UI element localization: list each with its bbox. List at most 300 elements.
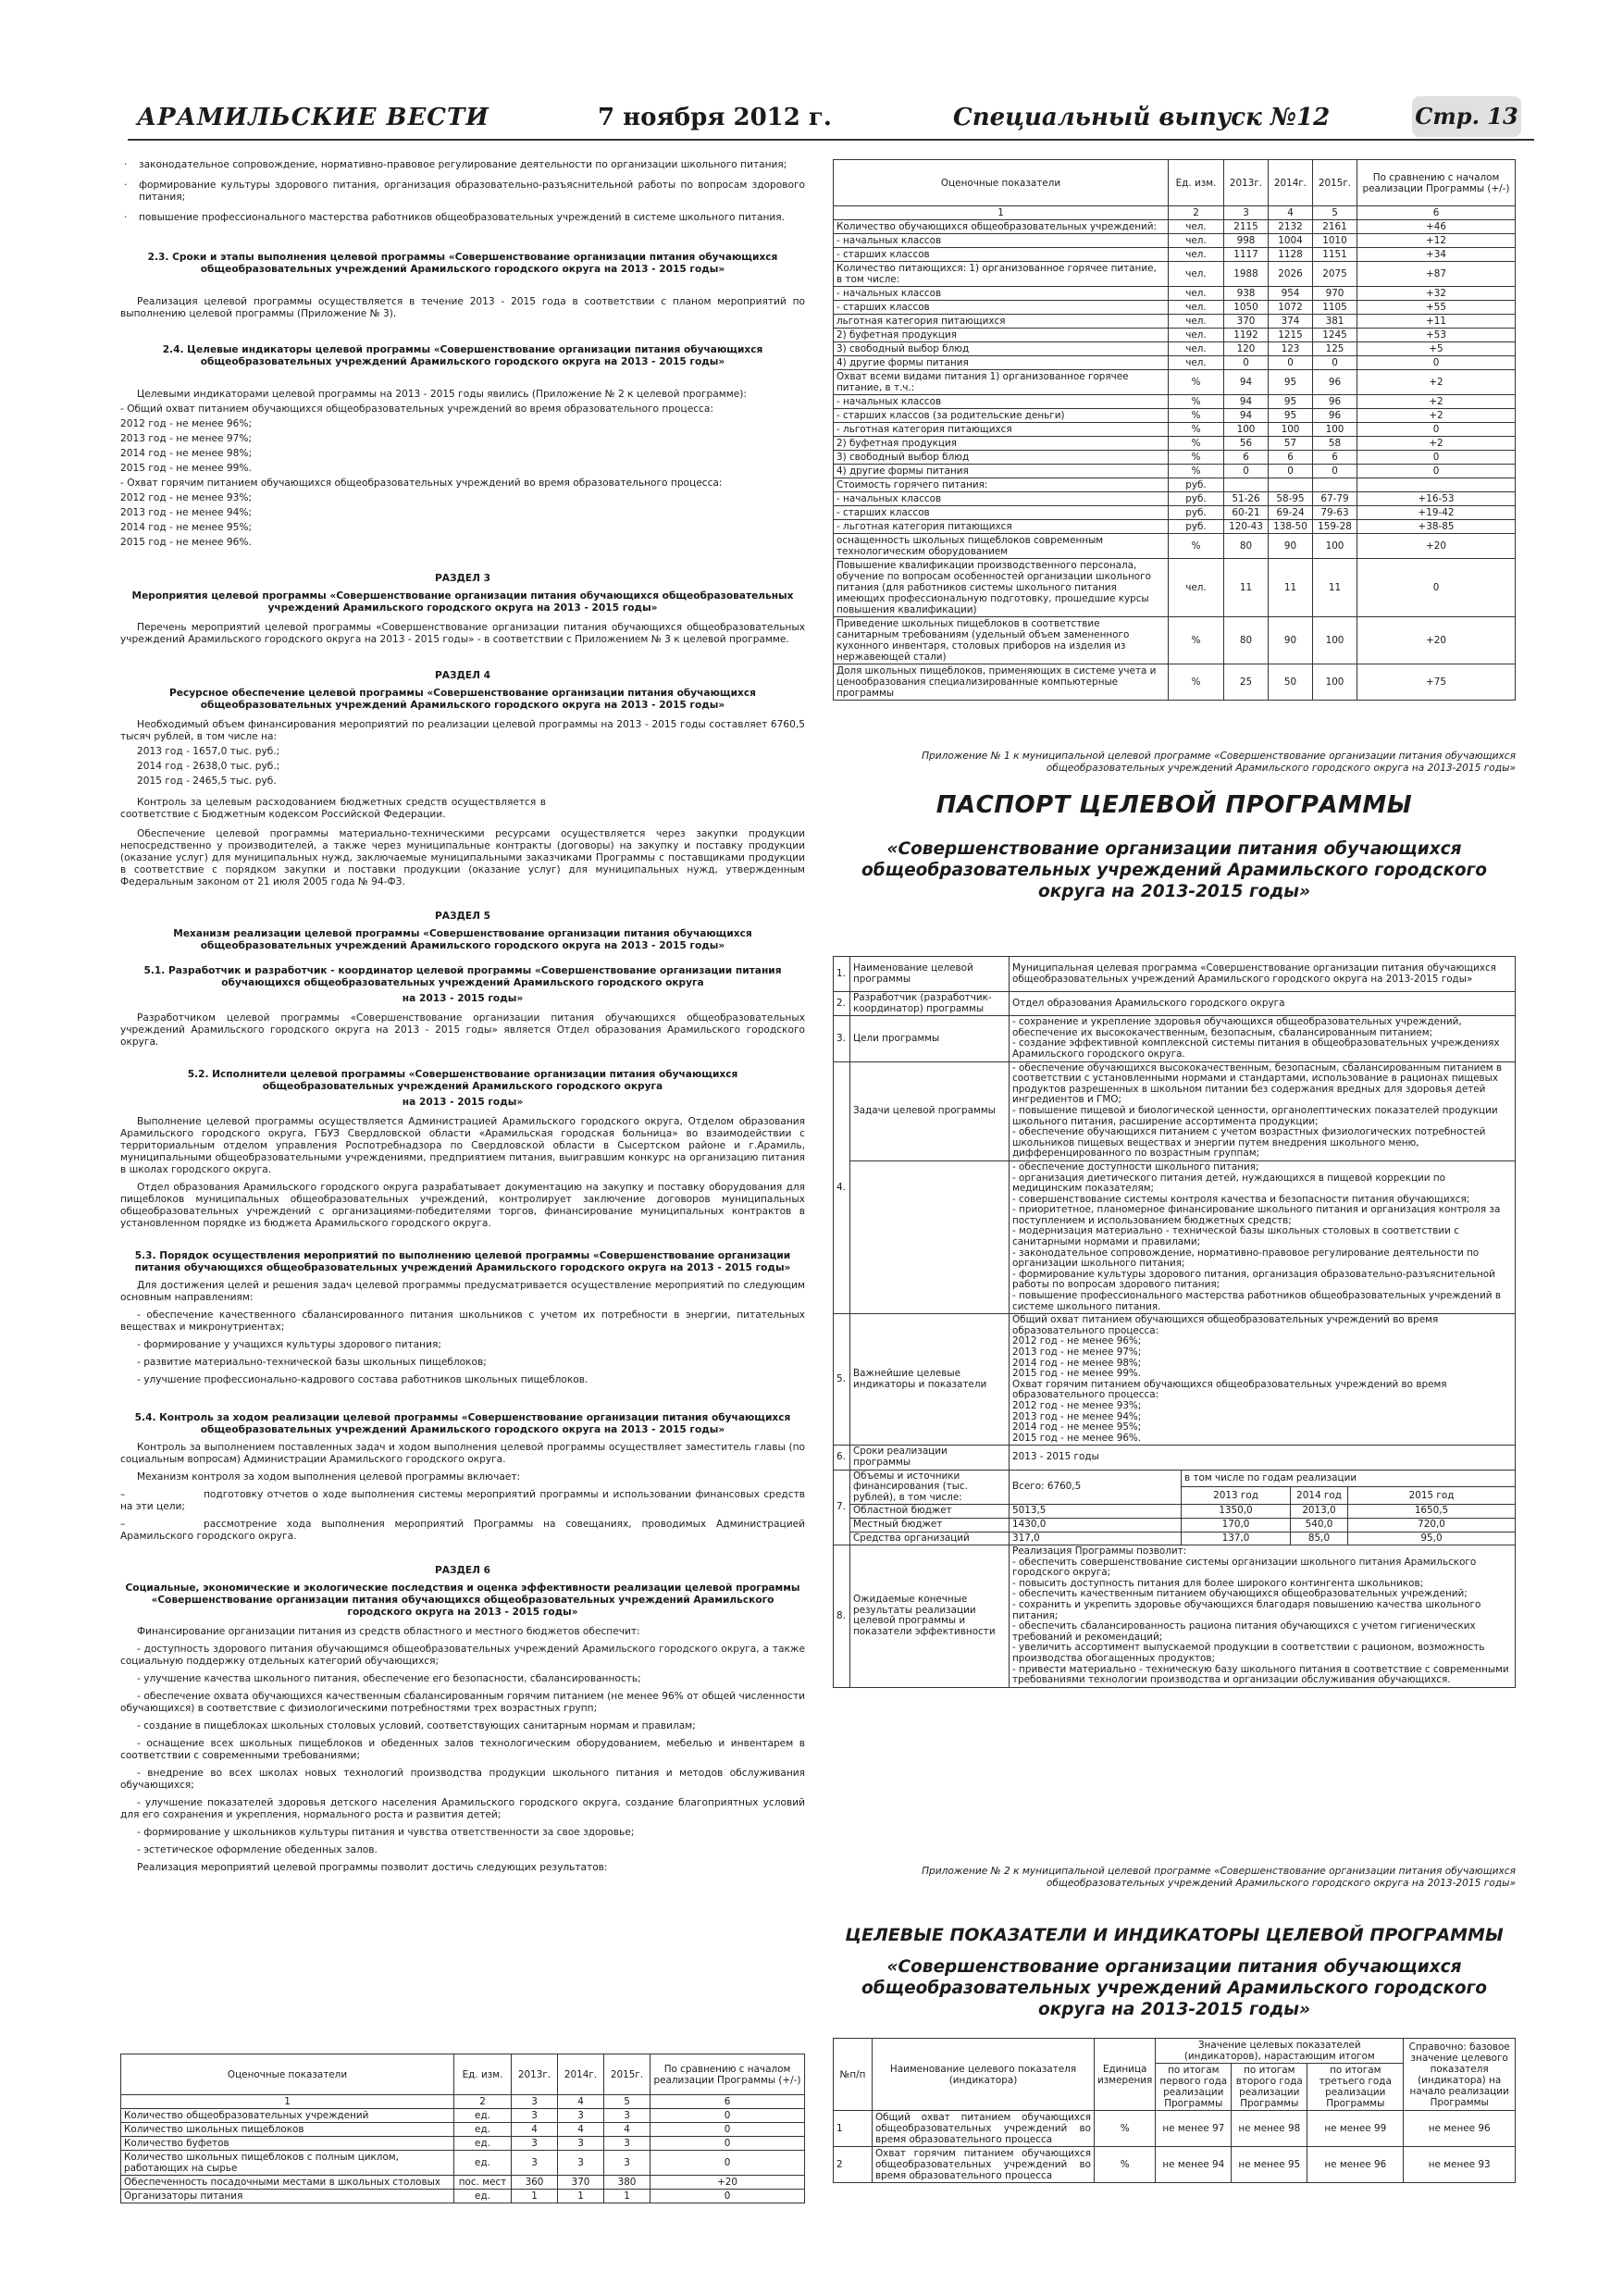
indicator-line: 2014 год - не менее 95%;	[120, 522, 253, 533]
table-row	[834, 423, 1516, 437]
col-header: 2014г.	[558, 2054, 604, 2095]
passport-row	[834, 1061, 1516, 1160]
row-number: 1.	[834, 957, 850, 992]
col-number: 5	[604, 2095, 650, 2109]
table-cell: 25	[1224, 664, 1269, 701]
table-cell: 80	[1224, 617, 1269, 664]
result-item: - обеспечить качественным питанием обучающихся общеобразовательных учреждений;	[1012, 1588, 1468, 1600]
result-item: - увеличить ассортимент выпускаемой продукции в соответствии с рационом, возможность производства обогащенных продуктов;	[1012, 1642, 1485, 1665]
table-cell: +5	[1357, 342, 1516, 356]
table-cell: 1072	[1269, 301, 1313, 315]
section-3-title: Мероприятия целевой программы «Совершенствование организации питания обучающихся общеобразовательных учреждений Арамильского городского округа на 2013 - 2015 годы»	[131, 590, 794, 614]
goal-item: - создание эффективной комплексной системы питания в общеобразовательных учреждениях Арамильского городского округа.	[1012, 1037, 1500, 1060]
section-5-4-mech: Механизм контроля за ходом выполнения целевой программы включает:	[137, 1471, 521, 1483]
section-5-4-text: Контроль за выполнением поставленных задач и ходом выполнения целевой программы осуществляет заместитель главы (по социальным вопросам) Администрации Арамильского городского округа.	[120, 1442, 805, 1465]
funding-line: 2013 год - 1657,0 тыс. руб.;	[137, 746, 280, 757]
table-cell: 0	[1357, 559, 1516, 617]
table-cell: льготная категория питающихся	[834, 315, 1169, 329]
table-cell: 1010	[1313, 234, 1357, 248]
row-label: Сроки реализации программы	[850, 1446, 1010, 1470]
table-cell: +53	[1357, 329, 1516, 342]
row-number: 2.	[834, 992, 850, 1016]
table-cell: 1	[834, 2111, 873, 2147]
table-cell: 96	[1313, 370, 1357, 395]
table-cell: +19-42	[1357, 506, 1516, 520]
table-cell: 138-50	[1269, 520, 1313, 534]
col-header: №п/п	[834, 2039, 873, 2111]
table-cell: %	[1169, 409, 1224, 423]
result-item: - создание в пищеблоках школьных столовых условий, соответствующих санитарным нормам и правилам;	[137, 1720, 696, 1731]
table-cell	[1224, 478, 1269, 492]
table-cell: 0	[1224, 356, 1269, 370]
table-cell: не менее 96	[1404, 2111, 1516, 2147]
indicator-item: 2015 год - не менее 96%.	[1012, 1432, 1142, 1444]
funding-source: Областной бюджет	[850, 1505, 1010, 1519]
table-row	[834, 465, 1516, 478]
table-header-row	[834, 2039, 1516, 2064]
section-5-1-title: 5.1. Разработчик и разработчик - координатор целевой программы «Совершенствование организации питания обучающихся общеобразовательных учреждений Арамильского городского округа	[143, 965, 782, 988]
table-cell: 67-79	[1313, 492, 1357, 506]
section-6-outro: Реализация мероприятий целевой программы позволит достичь следующих результатов:	[137, 1862, 608, 1873]
table-cell: 0	[1224, 465, 1269, 478]
table-cell: - начальных классов	[834, 234, 1169, 248]
indicator-item: 2013 год - не менее 94%;	[1012, 1410, 1142, 1422]
col-number: 6	[1357, 206, 1516, 220]
funding-year: 1350,0	[1182, 1505, 1291, 1519]
table-cell: %	[1169, 423, 1224, 437]
section-5-2-years: на 2013 - 2015 годы»	[402, 1097, 524, 1108]
table-cell: 4	[558, 2123, 604, 2137]
table-cell: - начальных классов	[834, 287, 1169, 301]
table-cell: 0	[1313, 465, 1357, 478]
row-label: Разработчик (разработчик-координатор) программы	[850, 992, 1010, 1016]
table-cell: +32	[1357, 287, 1516, 301]
table-cell: 1988	[1224, 262, 1269, 287]
table-cell: - старших классов	[834, 248, 1169, 262]
funding-year: 1650,5	[1348, 1505, 1516, 1519]
table-cell: 100	[1313, 617, 1357, 664]
result-item: - оснащение всех школьных пищеблоков и обеденных залов технологическим оборудованием, мебелью и инвентарем в соответствии с современными требованиями;	[120, 1738, 805, 1761]
table-cell: не менее 96	[1307, 2147, 1404, 2183]
table-cell: не менее 94	[1156, 2147, 1232, 2183]
table-cell: - старших классов	[834, 506, 1169, 520]
section-5-2-title: 5.2. Исполнители целевой программы «Совершенствование организации питания обучающихся общеобразовательных учреждений Арамильского городского округа	[187, 1069, 738, 1092]
table-cell: 0	[1357, 451, 1516, 465]
table-cell: - начальных классов	[834, 395, 1169, 409]
table-cell: 79-63	[1313, 506, 1357, 520]
table-cell: 3	[604, 2109, 650, 2123]
row-number: 5.	[834, 1314, 850, 1446]
table-row	[834, 617, 1516, 664]
table-cell: Количество школьных пищеблоков	[121, 2123, 454, 2137]
table-cell: 0	[650, 2151, 805, 2176]
funding-total: 1430,0	[1010, 1518, 1182, 1532]
table-cell: 4	[604, 2123, 650, 2137]
passport-row	[834, 1470, 1516, 1487]
section-5-heading: РАЗДЕЛ 5	[434, 911, 491, 922]
table-cell: 370	[1224, 315, 1269, 329]
table-cell: Количество обучающихся общеобразовательных учреждений:	[834, 220, 1169, 234]
table-cell: 69-24	[1269, 506, 1313, 520]
table-cell: не менее 93	[1404, 2147, 1516, 2183]
direction-item: - улучшение профессионально-кадрового состава работников школьных пищеблоков.	[137, 1374, 588, 1385]
issue-date: 7 ноября 2012 г.	[598, 104, 832, 131]
table-cell: чел.	[1169, 301, 1224, 315]
table-cell: 0	[1357, 423, 1516, 437]
indicator-line: 2015 год - не менее 96%.	[120, 537, 252, 548]
row-value	[1010, 1016, 1516, 1061]
col-header: По сравнению с началом реализации Программы (+/-)	[1357, 160, 1516, 206]
table-cell: 1215	[1269, 329, 1313, 342]
result-item: - обеспечить совершенствование системы организации школьного питания Арамильского городского округа;	[1012, 1556, 1477, 1579]
section-4-heading: РАЗДЕЛ 4	[434, 670, 491, 681]
col-header: 2013г.	[1224, 160, 1269, 206]
table-cell: Количество школьных пищеблоков с полным циклом, работающих на сырье	[121, 2151, 454, 2176]
row-number: 8.	[834, 1545, 850, 1688]
table-cell: 1245	[1313, 329, 1357, 342]
table-row	[834, 356, 1516, 370]
result-item: - улучшение показателей здоровья детского населения Арамильского городского округа, создание благоприятных условий для его сохранения и укрепления, нормального роста и развития детей;	[120, 1797, 805, 1820]
table-cell: +12	[1357, 234, 1516, 248]
table-cell: 1	[558, 2190, 604, 2203]
table-cell: 954	[1269, 287, 1313, 301]
indicator-line: 2012 год - не менее 93%;	[120, 492, 253, 503]
section-2-4-title: 2.4. Целевые индикаторы целевой программы «Совершенствование организации питания обучающихся общеобразовательных учреждений Арамильского городского округа на 2013 - 2015 годы»	[162, 344, 763, 367]
table-row	[121, 2137, 805, 2151]
table-cell: %	[1169, 437, 1224, 451]
section-5-title: Механизм реализации целевой программы «Совершенствование организации питания обучающихся общеобразовательных учреждений Арамильского городского округа на 2013 - 2015 годы»	[173, 928, 752, 951]
table-cell: 1117	[1224, 248, 1269, 262]
result-item: - сохранить и укрепить здоровье обучающихся благодаря повышению качества школьного питания;	[1012, 1599, 1481, 1621]
table-cell: 3	[512, 2109, 558, 2123]
section-5-1-text: Разработчиком целевой программы «Совершенствование организации питания обучающихся общеобразовательных учреждений Арамильского городского округа на 2013 - 2015 годы» является Отдел образования Арамильского городского округа.	[120, 1012, 805, 1048]
indicator-item: 2012 год - не менее 96%;	[1012, 1335, 1142, 1347]
col-header: 2015г.	[1313, 160, 1357, 206]
table-cell: 96	[1313, 409, 1357, 423]
indicator-line: 2013 год - не менее 97%;	[120, 433, 253, 444]
table-cell: Количество буфетов	[121, 2137, 454, 2151]
table-row	[834, 409, 1516, 423]
indicator-line: 2015 год - не менее 99%.	[120, 463, 252, 474]
appendix-1-caption: Приложение № 1 к муниципальной целевой программе «Совершенствование организации питания обучающихся общеобразовательных учреждений Арамильского городского округа на 2013-2015 годы»	[922, 751, 1516, 774]
table-row	[834, 451, 1516, 465]
funding-row	[834, 1518, 1516, 1532]
table-cell: 2) буфетная продукция	[834, 437, 1169, 451]
col-header: Ед. изм.	[454, 2054, 512, 2095]
table-cell: чел.	[1169, 315, 1224, 329]
table-cell: Приведение школьных пищеблоков в соответствие санитарным требованиям (удельный объем замененного кухонного инвентаря, столовых приборов на изделия из нержавеющей стали)	[834, 617, 1169, 664]
table-cell: 123	[1269, 342, 1313, 356]
row-value: Отдел образования Арамильского городского округа	[1010, 992, 1516, 1016]
table-row	[834, 370, 1516, 395]
result-item: - эстетическое оформление обеденных залов.	[137, 1844, 378, 1855]
task-item: - обеспечение обучающихся высококачественным, безопасным, сбалансированным питанием в соответствии с установленными нормами и стандартами, использование в рационах пищевых продуктов разрешенных в школьном питании без содержания вредных для здоровья детей ингредиентов и ГМО;	[1012, 1061, 1503, 1106]
table-cell: +20	[1357, 534, 1516, 559]
table-cell: Доля школьных пищеблоков, применяющих в системе учета и ценообразования специализированные компьютерные программы	[834, 664, 1169, 701]
result-item: - доступность здорового питания обучающимся общеобразовательных учреждений Арамильского городского округа, а также социальную поддержку отдельных категорий обучающихся;	[120, 1644, 805, 1667]
table-number-row	[834, 206, 1516, 220]
table-header-row	[834, 160, 1516, 206]
table-row	[834, 287, 1516, 301]
table-row	[834, 301, 1516, 315]
table-row	[834, 248, 1516, 262]
table-cell: 94	[1224, 370, 1269, 395]
table-cell: +38-85	[1357, 520, 1516, 534]
table-cell: %	[1169, 617, 1224, 664]
table-cell: пос. мест	[454, 2176, 512, 2190]
indicator-item: Охват горячим питанием обучающихся общеобразовательных учреждений во время образовательного процесса:	[1012, 1378, 1447, 1401]
table-row	[834, 2147, 1516, 2183]
table-row	[834, 342, 1516, 356]
table-cell: не менее 98	[1232, 2111, 1307, 2147]
col-number: 4	[1269, 206, 1313, 220]
funding-year: 137,0	[1182, 1532, 1291, 1545]
table-row	[834, 262, 1516, 287]
table-cell: руб.	[1169, 520, 1224, 534]
task-item: - формирование культуры здорового питания, организация образовательно-разъяснительной работы по вопросам здорового питания;	[1012, 1268, 1495, 1291]
table-row	[834, 220, 1516, 234]
table-cell: не менее 95	[1232, 2147, 1307, 2183]
table-cell: %	[1169, 395, 1224, 409]
section-5-4-title: 5.4. Контроль за ходом реализации целевой программы «Совершенствование организации питания обучающихся общеобразовательных учреждений Арамильского городского округа на 2013 - 2015 годы»	[134, 1412, 791, 1435]
table-cell: оснащенность школьных пищеблоков современным технологическим оборудованием	[834, 534, 1169, 559]
table-cell: Охват горячим питанием обучающихся общеобразовательных учреждений во время образовательного процесса	[873, 2147, 1095, 2183]
table-cell: ед.	[454, 2109, 512, 2123]
table-cell: 3	[604, 2137, 650, 2151]
funding-year: 540,0	[1291, 1518, 1348, 1532]
col-number: 3	[512, 2095, 558, 2109]
table-cell: %	[1169, 370, 1224, 395]
col-header: Значение целевых показателей (индикаторов), нарастающим итогом	[1156, 2039, 1404, 2064]
result-item: - обеспечить сбалансированность рациона питания обучающихся с учетом гигиенических требований и рекомендаций;	[1012, 1620, 1476, 1643]
table-row	[834, 559, 1516, 617]
dash: –	[120, 1519, 126, 1530]
table-cell: 3	[512, 2151, 558, 2176]
row-label: Ожидаемые конечные результаты реализации целевой программы и показатели эффективности	[850, 1545, 1010, 1688]
indicator-item: 2014 год - не менее 95%;	[1012, 1421, 1142, 1433]
task-item: - повышение профессионального мастерства работников общеобразовательных учреждений в системе школьного питания.	[1012, 1290, 1501, 1312]
task-item: - повышение пищевой и биологической ценности, органолептических показателей продукции школьного питания, расширение ассортимента продукции;	[1012, 1104, 1498, 1127]
table-cell: 374	[1269, 315, 1313, 329]
table-cell: %	[1169, 451, 1224, 465]
table-cell: 2161	[1313, 220, 1357, 234]
table-cell: Обеспеченность посадочными местами в школьных столовых	[121, 2176, 454, 2190]
table-cell: 938	[1224, 287, 1269, 301]
table-cell: 1151	[1313, 248, 1357, 262]
col-number: 2	[454, 2095, 512, 2109]
col-number: 6	[650, 2095, 805, 2109]
col-header: по итогам второго года реализации Программы	[1232, 2064, 1307, 2111]
funding-year: 85,0	[1291, 1532, 1348, 1545]
row-number: 4.	[834, 1061, 850, 1314]
table-cell: +87	[1357, 262, 1516, 287]
year-header: 2014 год	[1291, 1487, 1348, 1505]
col-header: 2014г.	[1269, 160, 1313, 206]
table-cell: 970	[1313, 287, 1357, 301]
row-label: Важнейшие целевые индикаторы и показатели	[850, 1314, 1010, 1446]
funding-line: 2014 год - 2638,0 тыс. руб.;	[137, 761, 280, 772]
table-cell: 58-95	[1269, 492, 1313, 506]
table-row	[834, 492, 1516, 506]
section-3-heading: РАЗДЕЛ 3	[434, 573, 491, 584]
row-label: Объемы и источники финансирования (тыс. рублей), в том числе:	[850, 1470, 1010, 1505]
table-cell: +2	[1357, 370, 1516, 395]
indicators-subtitle: «Совершенствование организации питания обучающихся общеобразовательных учреждений Арамильского городского округа на 2013-2015 годы»	[861, 1957, 1487, 2019]
col-header: Наименование целевого показателя (индикатора)	[873, 2039, 1095, 2111]
table-cell: 380	[604, 2176, 650, 2190]
col-header: По сравнению с началом реализации Программы (+/-)	[650, 2054, 805, 2095]
table-cell	[1357, 478, 1516, 492]
table-cell: 2	[834, 2147, 873, 2183]
row-value	[1010, 1061, 1516, 1160]
indicator-item: 2012 год - не менее 93%;	[1012, 1399, 1142, 1411]
table-row	[834, 534, 1516, 559]
table-cell: не менее 99	[1307, 2111, 1404, 2147]
funding-total: 5013,5	[1010, 1505, 1182, 1519]
table-cell: 3	[604, 2151, 650, 2176]
table-cell: 4	[512, 2123, 558, 2137]
funding-year: 2013,0	[1291, 1505, 1348, 1519]
col-number: 3	[1224, 206, 1269, 220]
row-number: 7.	[834, 1470, 850, 1545]
indicators-data-body	[834, 220, 1516, 701]
row-value: Муниципальная целевая программа «Совершенствование организации питания обучающихся общеобразовательных учреждений Арамильского городского округа на 2013-2015 годы»	[1010, 957, 1516, 992]
table-cell: 120	[1224, 342, 1269, 356]
col-header: Оценочные показатели	[121, 2054, 454, 2095]
result-item: Реализация Программы позволит:	[1012, 1545, 1187, 1558]
section-2-3-title: 2.3. Сроки и этапы выполнения целевой программы «Совершенствование организации питания обучающихся общеобразовательных учреждений Арамильского городского округа на 2013 - 2015 годы»	[147, 252, 778, 275]
task-item: - приоритетное, планомерное финансирование школьного питания и организация контроля за поступлением и использованием бюджетных средств;	[1012, 1204, 1501, 1226]
table-cell: 1050	[1224, 301, 1269, 315]
table-cell: чел.	[1169, 220, 1224, 234]
table-cell: %	[1095, 2147, 1156, 2183]
direction-item: - формирование у учащихся культуры здорового питания;	[137, 1339, 441, 1350]
table-cell: 3	[512, 2137, 558, 2151]
funding-years-header: в том числе по годам реализации	[1182, 1470, 1516, 1487]
table-cell: Стоимость горячего питания:	[834, 478, 1169, 492]
table-row	[121, 2109, 805, 2123]
funding-total: 317,0	[1010, 1532, 1182, 1545]
table-cell: +2	[1357, 409, 1516, 423]
section-5-3-intro: Для достижения целей и решения задач целевой программы предусматривается осуществление мероприятий по следующим основным направлениям:	[120, 1280, 805, 1303]
table-row	[121, 2123, 805, 2137]
table-cell	[1313, 478, 1357, 492]
table-row	[834, 395, 1516, 409]
table-cell: ед.	[454, 2190, 512, 2203]
issue-number: Специальный выпуск №12	[953, 104, 1331, 131]
control-item-text: рассмотрение хода выполнения мероприятий Программы на совещаниях, проводимых Администрацией Арамильского городского округа.	[120, 1519, 805, 1542]
table-cell: 90	[1269, 617, 1313, 664]
section-2-3-text: Реализация целевой программы осуществляется в течение 2013 - 2015 года в соответствии с планом мероприятий по выполнению целевой программы (Приложение № 3).	[120, 296, 805, 319]
row-value: 2013 - 2015 годы	[1010, 1446, 1516, 1470]
col-number: 1	[834, 206, 1169, 220]
bullet-item: · формирование культуры здорового питания, организация образовательно-разъяснительной работы по вопросам здорового питания;	[120, 180, 805, 204]
table-cell: 60-21	[1224, 506, 1269, 520]
table-cell: 0	[650, 2190, 805, 2203]
table-cell: 57	[1269, 437, 1313, 451]
section-4-control: Контроль за целевым расходованием бюджетных средств осуществляется в соответствие с Бюджетным кодексом Российской Федерации.	[120, 797, 546, 820]
indicators-title: ЦЕЛЕВЫЕ ПОКАЗАТЕЛИ И ИНДИКАТОРЫ ЦЕЛЕВОЙ ПРОГРАММЫ	[845, 1925, 1504, 1945]
table-cell: 6	[1224, 451, 1269, 465]
year-header: 2013 год	[1182, 1487, 1291, 1505]
table-cell: руб.	[1169, 478, 1224, 492]
table-cell: 1105	[1313, 301, 1357, 315]
row-number: 6.	[834, 1446, 850, 1470]
table-cell: 360	[512, 2176, 558, 2190]
table-cell: чел.	[1169, 559, 1224, 617]
passport-title: ПАСПОРТ ЦЕЛЕВОЙ ПРОГРАММЫ	[935, 791, 1413, 819]
table-cell: 0	[650, 2137, 805, 2151]
table-cell: +55	[1357, 301, 1516, 315]
table-row	[834, 478, 1516, 492]
result-item: - улучшение качества школьного питания, обеспечение его безопасности, сбалансированность;	[137, 1673, 641, 1684]
col-header: Ед. изм.	[1169, 160, 1224, 206]
table-row	[834, 2111, 1516, 2147]
funding-year: 720,0	[1348, 1518, 1516, 1532]
row-number: 3.	[834, 1016, 850, 1061]
page-header	[128, 98, 1534, 141]
table-cell: 3	[558, 2109, 604, 2123]
table-cell: 50	[1269, 664, 1313, 701]
table-row	[834, 234, 1516, 248]
table-cell: 95	[1269, 409, 1313, 423]
passport-row	[834, 957, 1516, 992]
table-row	[121, 2151, 805, 2176]
table-cell: +2	[1357, 437, 1516, 451]
table-cell: +20	[1357, 617, 1516, 664]
table-cell: +20	[650, 2176, 805, 2190]
row-label: Задачи целевой программы	[850, 1061, 1010, 1160]
col-header: 2013г.	[512, 2054, 558, 2095]
task-item: - организация диетического питания детей, нуждающихся в пищевой коррекции по медицинским показателям;	[1012, 1172, 1445, 1195]
table-row	[834, 329, 1516, 342]
target-indicators-table	[833, 2038, 1516, 2183]
table-cell: Повышение квалификации производственного персонала, обучение по вопросам особенностей организации школьного питания (для работников системы школьного питания имеющих профессиональную подготовку, прошедшие курсы повышения квалификации)	[834, 559, 1169, 617]
task-item: - обеспечение доступности школьного питания;	[1012, 1160, 1259, 1173]
table-cell: %	[1169, 664, 1224, 701]
row-value	[1010, 1314, 1516, 1446]
table-cell: 1	[512, 2190, 558, 2203]
newspaper-name: АРАМИЛЬСКИЕ ВЕСТИ	[137, 104, 489, 131]
section-5-3-title: 5.3. Порядок осуществления мероприятий по выполнению целевой программы «Совершенствование организации питания обучающихся общеобразовательных учреждений Арамильского городского округа на 2013 - 2015 годы»	[134, 1250, 791, 1273]
indicator-item: 2013 год - не менее 97%;	[1012, 1347, 1142, 1358]
table-cell: 1192	[1224, 329, 1269, 342]
indicator-line: 2014 год - не менее 98%;	[120, 448, 253, 459]
year-header: 2015 год	[1348, 1487, 1516, 1505]
appendix-2-caption: Приложение № 2 к муниципальной целевой программе «Совершенствование организации питания обучающихся общеобразовательных учреждений Арамильского городского округа на 2013-2015 годы»	[922, 1866, 1516, 1889]
table-row	[121, 2176, 805, 2190]
col-header: 2015г.	[604, 2054, 650, 2095]
table-cell: Количество общеобразовательных учреждений	[121, 2109, 454, 2123]
table-cell: 0	[1357, 465, 1516, 478]
table-cell: не менее 97	[1156, 2111, 1232, 2147]
passport-row	[834, 1016, 1516, 1061]
table-cell: ед.	[454, 2123, 512, 2137]
section-5-2-text: Выполнение целевой программы осуществляется Администрацией Арамильского городского округа, Отделом образования Арамильского городского округа, ГБУЗ Свердловской области «Арамильская городская больница» во взаимодействии с территориальным отделом управления Роспотребнадзора по Свердловской области в Сысертском районе и г.Арамиль, муниципальными общеобразовательными учреждениями, предприятием питания, выигравшим конкурс на организацию питания в школах городского округа.	[120, 1116, 805, 1175]
table-cell: 1	[604, 2190, 650, 2203]
table-row	[121, 2190, 805, 2203]
table-cell: ед.	[454, 2137, 512, 2151]
control-item	[120, 1489, 805, 1513]
table-cell: 94	[1224, 409, 1269, 423]
table-cell: 100	[1269, 423, 1313, 437]
passport-row	[834, 992, 1516, 1016]
direction-item: - обеспечение качественного сбалансированного питания школьников с учетом их потребности в энергии, питательных веществах и микронутриентах;	[120, 1309, 805, 1333]
table-cell: руб.	[1169, 492, 1224, 506]
funding-source: Средства организаций	[850, 1532, 1010, 1545]
table-cell: 2026	[1269, 262, 1313, 287]
task-item: - обеспечение обучающихся питанием с учетом возрастных физиологических потребностей школьников пищевых веществах и энергии путем внедрения школьного меню, дифференцированного по возрастным группам;	[1012, 1126, 1486, 1160]
